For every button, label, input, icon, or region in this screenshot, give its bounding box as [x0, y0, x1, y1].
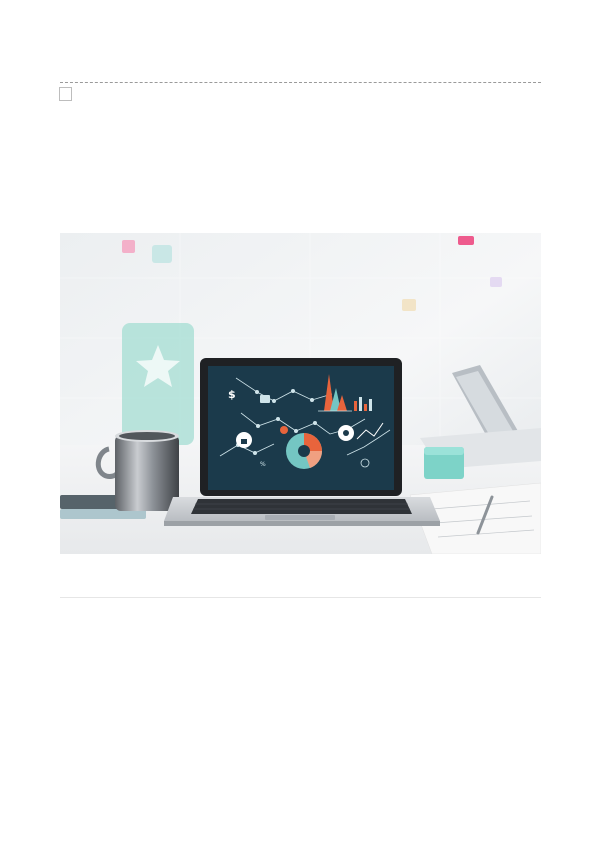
sticky-note: [458, 236, 474, 245]
mug: [119, 432, 175, 440]
screen-dot: [280, 426, 288, 434]
screen-percent-text: %: [260, 461, 266, 468]
screen-pie-chart: [286, 433, 322, 469]
sticky-note: [152, 245, 172, 263]
trackpad: [265, 515, 335, 520]
sticky-note: [402, 299, 416, 311]
sticky-note: [490, 277, 502, 287]
teal-box: [424, 447, 464, 455]
screen-gear-icon: [343, 430, 349, 436]
sticky-note: [122, 240, 135, 253]
title-divider: [60, 82, 541, 83]
screen-card-icon: [260, 395, 270, 403]
laptop-base-edge: [164, 521, 440, 526]
screen-lock-icon: [241, 439, 247, 444]
hero-image: [60, 233, 541, 554]
favicon-icon: [59, 87, 72, 101]
source-line: [59, 86, 76, 102]
laptop-screen: [208, 366, 394, 490]
mug: [115, 435, 179, 511]
section-divider: [60, 597, 541, 598]
teal-frame: [122, 323, 194, 445]
screen-dollar-icon: $: [228, 388, 236, 401]
laptop-keyboard: [191, 499, 412, 514]
